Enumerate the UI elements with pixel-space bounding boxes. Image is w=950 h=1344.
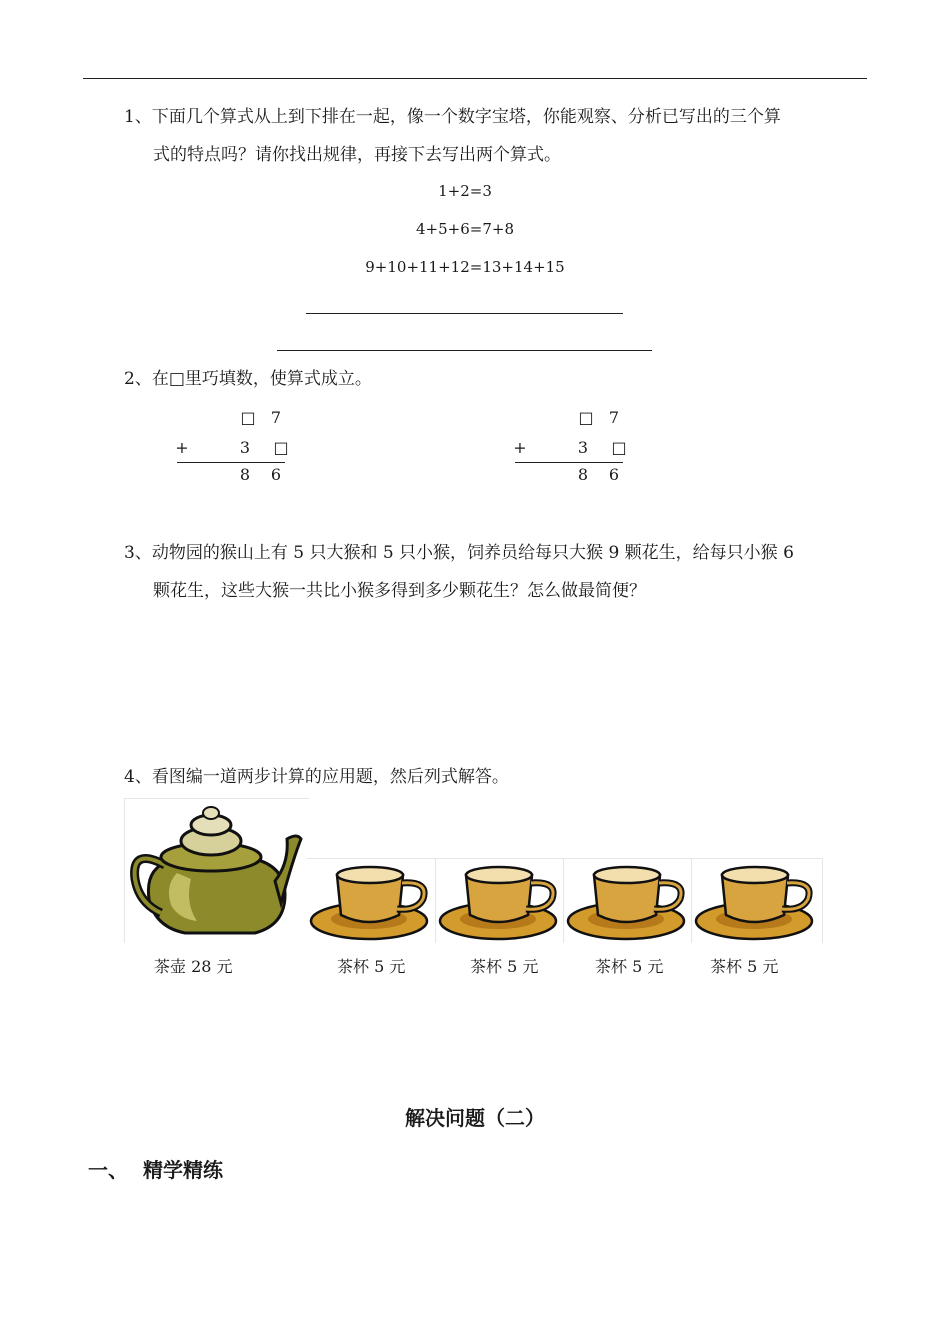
q1-line2: 式的特点吗？请你找出规律，再接下去写出两个算式。 xyxy=(153,145,561,165)
digit: 3 xyxy=(577,438,589,457)
q3-line2: 颗花生，这些大猴一共比小猴多得到多少颗花生？怎么做最简便？ xyxy=(153,581,646,601)
digit: 3 xyxy=(239,438,251,457)
subsection-title: 精学精练 xyxy=(143,1158,223,1182)
teacup-image-4 xyxy=(691,858,823,943)
q1-line1: 1、下面几个算式从上到下排在一起，像一个数字宝塔，你能观察、分析已写出的三个算 xyxy=(124,107,781,127)
blank-box[interactable]: □ xyxy=(611,438,627,457)
teapot-icon xyxy=(125,799,309,943)
section-title: 解决问题（二） xyxy=(405,1106,545,1130)
q4-text: 4、看图编一道两步计算的应用题，然后列式解答。 xyxy=(124,767,509,787)
plus-sign: + xyxy=(175,438,189,457)
q1-answer-line-2 xyxy=(277,350,652,351)
teapot-caption: 茶壶 28 元 xyxy=(154,957,233,976)
teacup-icon xyxy=(564,859,692,943)
header-rule xyxy=(83,78,867,79)
plus-sign: + xyxy=(513,438,527,457)
teacup-caption: 茶杯 5 元 xyxy=(337,957,406,976)
digit: 7 xyxy=(608,408,620,427)
digit: 8 xyxy=(577,465,589,484)
digit: 6 xyxy=(270,465,282,484)
blank-box[interactable]: □ xyxy=(240,408,256,427)
teacup-image-2 xyxy=(435,858,564,943)
q2-text: 2、在□里巧填数，使算式成立。 xyxy=(124,369,372,389)
digit: 8 xyxy=(239,465,251,484)
sum-line xyxy=(177,462,285,463)
digit: 6 xyxy=(608,465,620,484)
teacup-icon xyxy=(436,859,564,943)
teacup-icon xyxy=(307,859,435,943)
q3-line1: 3、动物园的猴山上有 5 只大猴和 5 只小猴，饲养员给每只大猴 9 颗花生，给每只小猴 6 xyxy=(124,543,794,563)
q1-equation-3: 9+10+11+12=13+14+15 xyxy=(365,258,565,276)
subsection-number: 一、 xyxy=(88,1158,128,1182)
q1-equation-1: 1+2=3 xyxy=(438,182,492,200)
blank-box[interactable]: □ xyxy=(578,408,594,427)
teacup-caption: 茶杯 5 元 xyxy=(710,957,779,976)
teacup-caption: 茶杯 5 元 xyxy=(470,957,539,976)
blank-box[interactable]: □ xyxy=(273,438,289,457)
teacup-image-3 xyxy=(563,858,692,943)
q1-equation-2: 4+5+6=7+8 xyxy=(416,220,514,238)
digit: 7 xyxy=(270,408,282,427)
teacup-icon xyxy=(692,859,820,943)
teacup-caption: 茶杯 5 元 xyxy=(595,957,664,976)
q1-answer-line-1 xyxy=(306,313,623,314)
sum-line xyxy=(515,462,623,463)
teapot-image xyxy=(124,798,309,943)
teacup-image-1 xyxy=(307,858,435,943)
